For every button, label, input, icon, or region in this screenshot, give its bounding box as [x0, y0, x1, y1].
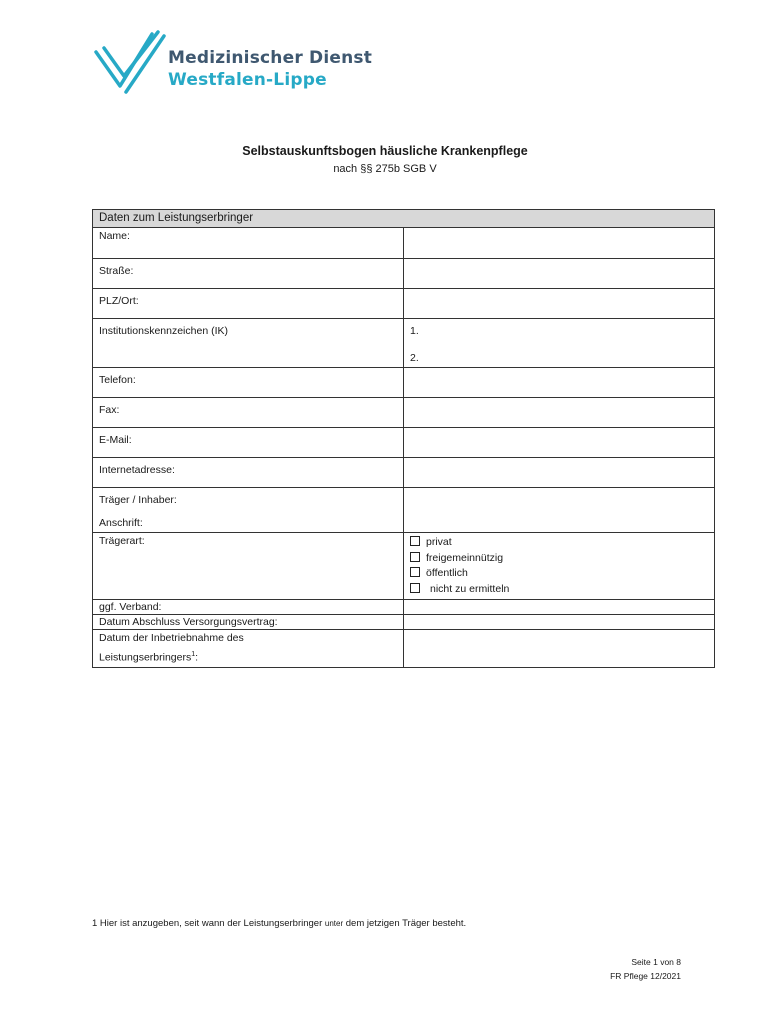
document-title: Selbstauskunftsbogen häusliche Krankenpflege [242, 144, 528, 158]
row-telefon [93, 368, 715, 398]
inbetrieb-label-1: Datum der Inbetriebnahme des [99, 632, 244, 644]
verband-label: ggf. Verband: [93, 600, 404, 615]
logo-line2: Westfalen-Lippe [168, 70, 327, 90]
telefon-label: Telefon: [93, 368, 404, 398]
inbetrieb-label-2: Leistungserbringers [99, 651, 192, 664]
form-code: FR Pflege 12/2021 [610, 971, 681, 981]
traeger-label: Träger / Inhaber: [99, 494, 177, 506]
fax-label: Fax: [93, 398, 404, 428]
footnote-marker: 1 [191, 651, 196, 658]
ik-field[interactable] [404, 319, 715, 368]
ik-1: 1. [410, 325, 419, 337]
footnote [92, 918, 466, 929]
checkbox-icon[interactable] [410, 567, 420, 577]
plz-label: PLZ/Ort: [93, 289, 404, 319]
checkbox-icon[interactable] [410, 552, 420, 562]
checkbox-icon[interactable] [410, 536, 420, 546]
plz-field[interactable] [404, 289, 715, 319]
row-name [93, 228, 715, 259]
section-header-row [93, 210, 715, 228]
row-vertrag [93, 615, 715, 630]
internet-label: Internetadresse: [93, 458, 404, 488]
inbetrieb-cell [93, 630, 404, 668]
option-freigemeinnuetzig[interactable]: freigemeinnützig [410, 551, 708, 567]
strasse-field[interactable] [404, 259, 715, 289]
name-label: Name: [93, 228, 404, 259]
document-subtitle: nach §§ 275b SGB V [333, 163, 437, 175]
footnote-part1: 1 Hier ist anzugeben, seit wann der Leistungserbringer [92, 918, 325, 929]
logo [92, 30, 382, 96]
telefon-field[interactable] [404, 368, 715, 398]
check-mark-logo-icon [92, 30, 166, 96]
page-info [610, 955, 681, 983]
traegerart-options [404, 533, 715, 600]
traeger-field[interactable] [404, 488, 715, 533]
strasse-label: Straße: [93, 259, 404, 289]
anschrift-label: Anschrift: [99, 517, 143, 529]
vertrag-field[interactable] [404, 615, 715, 630]
ik-label: Institutionskennzeichen (IK) [93, 319, 404, 368]
footnote-part2: unter [324, 919, 344, 928]
traegerart-label: Trägerart: [93, 533, 404, 600]
option-privat[interactable]: privat [410, 535, 708, 551]
page-number: Seite 1 von 8 [631, 957, 681, 967]
row-traeger [93, 488, 715, 533]
row-verband [93, 600, 715, 615]
row-plz [93, 289, 715, 319]
vertrag-label: Datum Abschluss Versorgungsvertrag: [93, 615, 404, 630]
option-oeffentlich[interactable]: öffentlich [410, 566, 708, 582]
provider-data-table [92, 209, 715, 668]
inbetrieb-colon: : [195, 651, 199, 664]
row-inbetrieb [93, 630, 715, 668]
option-nicht-zu-ermitteln[interactable]: nicht zu ermitteln [410, 582, 708, 598]
row-fax [93, 398, 715, 428]
email-field[interactable] [404, 428, 715, 458]
row-ik [93, 319, 715, 368]
section-header: Daten zum Leistungserbringer [93, 210, 715, 228]
row-strasse [93, 259, 715, 289]
checkbox-icon[interactable] [410, 583, 420, 593]
traeger-cell [93, 488, 404, 533]
logo-line1: Medizinischer Dienst [168, 48, 373, 68]
internet-field[interactable] [404, 458, 715, 488]
verband-field[interactable] [404, 600, 715, 615]
fax-field[interactable] [404, 398, 715, 428]
row-email [93, 428, 715, 458]
ik-2: 2. [410, 352, 419, 364]
inbetrieb-label-2-line [99, 648, 397, 665]
footnote-part3: dem jetzigen Träger besteht. [343, 918, 467, 929]
row-internet [93, 458, 715, 488]
inbetrieb-field[interactable] [404, 630, 715, 668]
row-traegerart [93, 533, 715, 600]
name-field[interactable] [404, 228, 715, 259]
email-label: E-Mail: [93, 428, 404, 458]
